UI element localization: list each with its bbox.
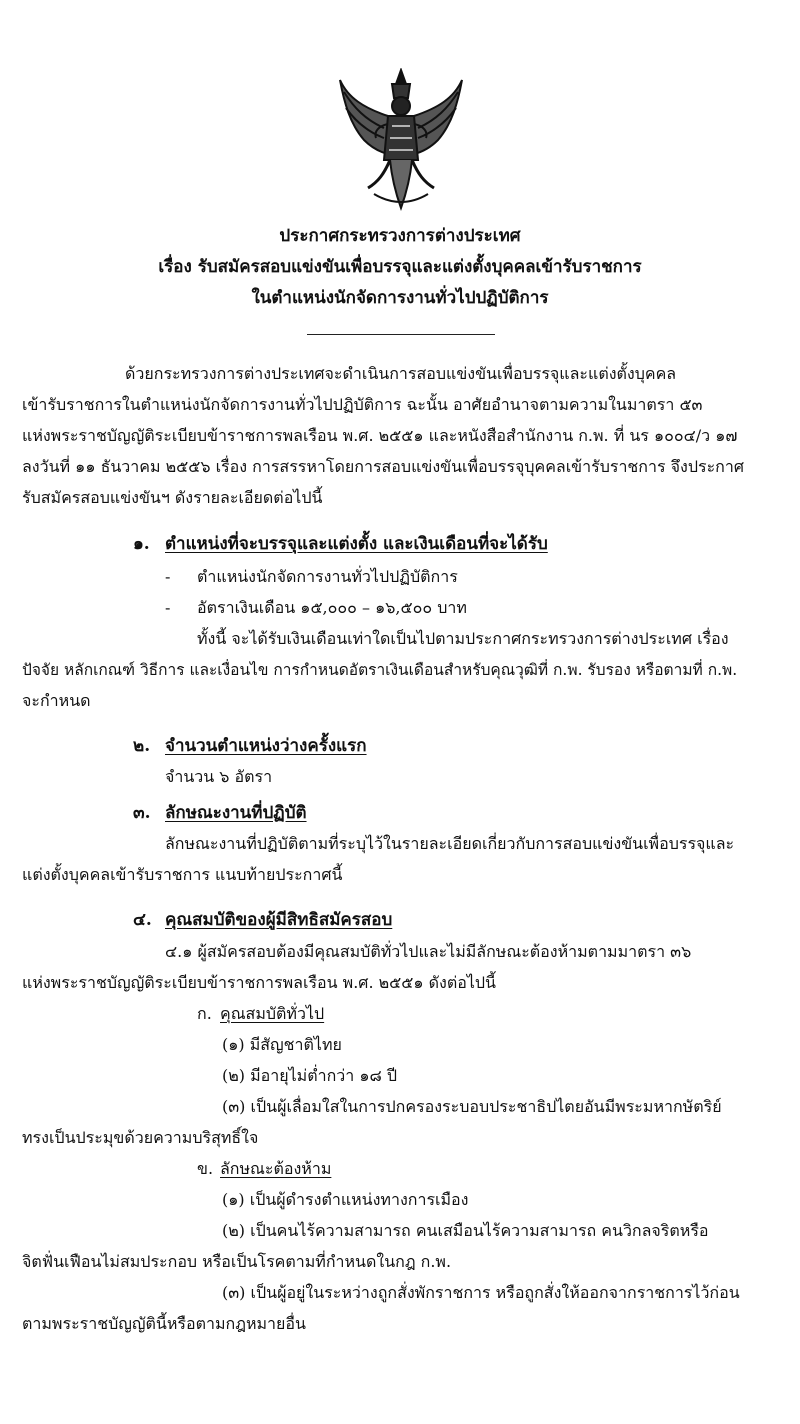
list-item: ตำแหน่งนักจัดการงานทั่วไปปฏิบัติการ [197,567,458,586]
section-text: ลักษณะงานที่ปฏิบัติตามที่ระบุไว้ในรายละเอียดเกี่ยวกับการสอบแข่งขันเพื่อบรรจุและ [165,834,735,853]
section-number: ๑. [133,534,150,554]
announcement-subject: เรื่อง รับสมัครสอบแข่งขันเพื่อบรรจุและแต่งตั้งบุคคลเข้ารับราชการ [158,257,642,277]
list-item: (๒) มีอายุไม่ต่ำกว่า ๑๘ ปี [222,1066,398,1085]
list-item: (๓) เป็นผู้เลื่อมใสในการปกครองระบอบประชาธิปไตยอันมีพระมหากษัตริย์ [222,1097,722,1116]
list-prefix: ก. [197,1004,212,1023]
list-prefix: ข. [197,1159,214,1178]
bullet: - [165,567,171,586]
subheading: คุณสมบัติทั่วไป [220,1004,325,1023]
salary-note-line: ปัจจัย หลักเกณฑ์ วิธีการ และเงื่อนไข การกำหนดอัตราเงินเดือนสำหรับคุณวุฒิที่ ก.พ. รับรอง หรือตามที่ ก.พ. [22,661,738,679]
list-item-continuation: ทรงเป็นประมุขด้วยความบริสุทธิ์ใจ [22,1128,259,1147]
salary-note-line: ทั้งนี้ จะได้รับเงินเดือนเท่าใดเป็นไปตามประกาศกระทรวงการต่างประเทศ เรื่อง [197,629,729,648]
section-number: ๒. [133,736,151,756]
section-number: ๔. [133,910,152,930]
list-item: อัตราเงินเดือน ๑๕,๐๐๐ – ๑๖,๕๐๐ บาท [197,598,467,617]
intro-line: ลงวันที่ ๑๑ ธันวาคม ๒๕๕๖ เรื่อง การสรรหาโดยการสอบแข่งขันเพื่อบรรจุบุคคลเข้ารับราชการ จึงประกาศ [22,457,744,476]
intro-line: รับสมัครสอบแข่งขันฯ ดังรายละเอียดต่อไปนี้ [22,488,323,507]
section-title: ลักษณะงานที่ปฏิบัติ [165,803,307,823]
list-item: (๑) มีสัญชาติไทย [222,1035,342,1054]
intro-line: แห่งพระราชบัญญัติระเบียบข้าราชการพลเรือน พ.ศ. ๒๕๕๑ และหนังสือสำนักงาน ก.พ. ที่ นร ๑๐๐๔/ว ๑๗ [22,426,738,445]
section-title: จำนวนตำแหน่งว่างครั้งแรก [165,736,367,756]
subheading: ลักษณะต้องห้าม [220,1159,332,1178]
intro-line: ด้วยกระทรวงการต่างประเทศจะดำเนินการสอบแข่งขันเพื่อบรรจุและแต่งตั้งบุคคล [125,364,677,383]
section-title: ตำแหน่งที่จะบรรจุและแต่งตั้ง และเงินเดือนที่จะได้รับ [165,534,548,554]
section-text: แต่งตั้งบุคคลเข้ารับราชการ แนบท้ายประกาศนี้ [22,865,343,884]
section-number: ๓. [133,803,151,823]
salary-note-line: จะกำหนด [22,691,91,710]
section-title: คุณสมบัติของผู้มีสิทธิสมัครสอบ [165,910,393,930]
subsection-text: ๔.๑ ผู้สมัครสอบต้องมีคุณสมบัติทั่วไปและไม่มีลักษณะต้องห้ามตามมาตรา ๓๖ [165,942,692,961]
intro-line: เข้ารับราชการในตำแหน่งนักจัดการงานทั่วไปปฏิบัติการ ฉะนั้น อาศัยอำนาจตามความในมาตรา ๕๓ [22,395,703,414]
bullet: - [165,598,171,617]
list-item-continuation: ตามพระราชบัญญัตินี้หรือตามกฎหมายอื่น [22,1314,306,1333]
subsection-text: แห่งพระราชบัญญัติระเบียบข้าราชการพลเรือน พ.ศ. ๒๕๕๑ ดังต่อไปนี้ [22,973,496,992]
list-item: (๑) เป็นผู้ดำรงตำแหน่งทางการเมือง [222,1190,469,1209]
list-item: (๒) เป็นคนไร้ความสามารถ คนเสมือนไร้ความสามารถ คนวิกลจริตหรือ [222,1221,709,1240]
header-divider [307,334,495,335]
list-item: (๓) เป็นผู้อยู่ในระหว่างถูกสั่งพักราชการ หรือถูกสั่งให้ออกจากราชการไว้ก่อน [222,1283,740,1302]
announcement-position: ในตำแหน่งนักจัดการงานทั่วไปปฏิบัติการ [251,288,549,308]
announcement-title: ประกาศกระทรวงการต่างประเทศ [279,226,521,246]
list-item-continuation: จิตฟั่นเฟือนไม่สมประกอบ หรือเป็นโรคตามที่กำหนดในกฎ ก.พ. [22,1252,452,1271]
section-text: จำนวน ๖ อัตรา [165,767,273,786]
garuda-emblem-icon [334,68,468,214]
